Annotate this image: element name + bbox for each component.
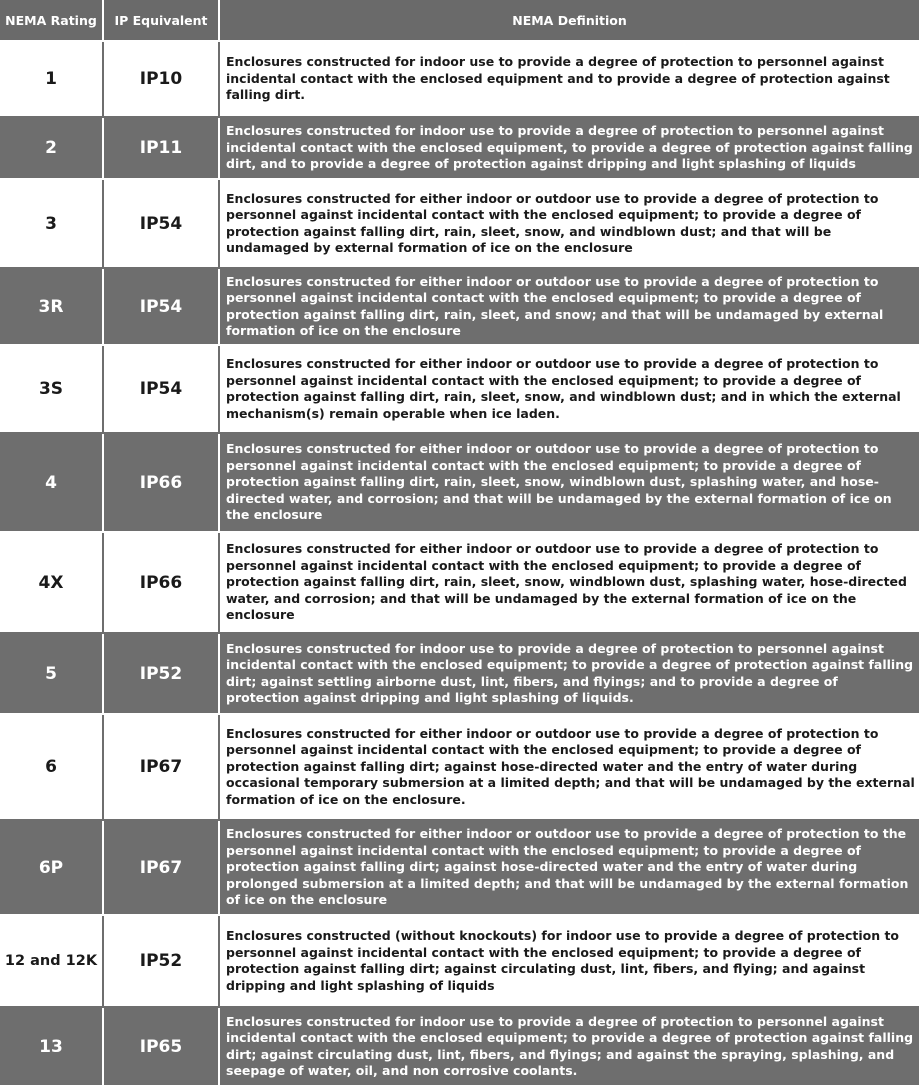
nema-rating-cell: 6 [0, 715, 104, 821]
nema-rating-cell: 1 [0, 42, 104, 118]
table-row [0, 533, 919, 634]
table-row [0, 715, 919, 821]
header-ip-equivalent: IP Equivalent [104, 0, 220, 42]
ip-equivalent-cell: IP52 [104, 916, 220, 1008]
ip-equivalent-cell: IP52 [104, 634, 220, 715]
definition-cell: Enclosures constructed for indoor use to provide a degree of protection to personnel against incidental contact with the enclosed equipment; to provide a degree of protection against falling dirt; against circulating dust, lint, fibers, and flyings; and against the spraying, splashing, and seepage of water, oil, and non corrosive coolants. [220, 1008, 919, 1087]
definition-cell: Enclosures constructed for either indoor or outdoor use to provide a degree of protection to personnel against incidental contact with the enclosed equipment; to provide a degree of protection against falling dirt, rain, sleet, snow, and windblown dust; and in which the external mechanism(s) remain operable when ice laden. [220, 346, 919, 434]
table-row [0, 821, 919, 916]
table-row [0, 269, 919, 346]
table-row [0, 180, 919, 269]
definition-cell: Enclosures constructed (without knockouts) for indoor use to provide a degree of protection to personnel against incidental contact with the enclosed equipment; to provide a degree of protection against falling dirt; against circulating dust, lint, fibers, and flying; and against dripping and light splashing of liquids [220, 916, 919, 1008]
table-row [0, 634, 919, 715]
ip-equivalent-cell: IP11 [104, 118, 220, 180]
ip-equivalent-cell: IP10 [104, 42, 220, 118]
ip-equivalent-cell: IP54 [104, 269, 220, 346]
definition-cell: Enclosures constructed for either indoor or outdoor use to provide a degree of protection to personnel against incidental contact with the enclosed equipment; to provide a degree of protection against falling dirt, rain, sleet, snow, and windblown dust; and that will be undamaged by external formation of ice on the enclosure [220, 180, 919, 269]
header-nema-definition: NEMA Definition [220, 0, 919, 42]
nema-rating-cell: 13 [0, 1008, 104, 1087]
ip-equivalent-cell: IP65 [104, 1008, 220, 1087]
ip-equivalent-cell: IP54 [104, 346, 220, 434]
table-row [0, 434, 919, 533]
nema-rating-cell: 6P [0, 821, 104, 916]
ip-equivalent-cell: IP67 [104, 715, 220, 821]
ip-equivalent-cell: IP67 [104, 821, 220, 916]
nema-rating-cell: 4 [0, 434, 104, 533]
definition-cell: Enclosures constructed for indoor use to provide a degree of protection to personnel against incidental contact with the enclosed equipment; to provide a degree of protection against falling dirt; against settling airborne dust, lint, fibers, and flyings; and to provide a degree of protection against dripping and light splashing of liquids. [220, 634, 919, 715]
definition-cell: Enclosures constructed for either indoor or outdoor use to provide a degree of protection to personnel against incidental contact with the enclosed equipment; to provide a degree of protection against falling dirt, rain, sleet, snow, windblown dust, splashing water, hose-directed water, and corrosion; and that will be undamaged by the external formation of ice on the enclosure [220, 533, 919, 634]
table-row [0, 346, 919, 434]
table-row [0, 1008, 919, 1087]
table-row [0, 118, 919, 180]
nema-rating-cell: 2 [0, 118, 104, 180]
table-row [0, 916, 919, 1008]
definition-cell: Enclosures constructed for indoor use to provide a degree of protection to personnel against incidental contact with the enclosed equipment and to provide a degree of protection against falling dirt. [220, 42, 919, 118]
ip-equivalent-cell: IP66 [104, 533, 220, 634]
nema-rating-cell: 4X [0, 533, 104, 634]
definition-cell: Enclosures constructed for either indoor or outdoor use to provide a degree of protection to personnel against incidental contact with the enclosed equipment; to provide a degree of protection against falling dirt, rain, sleet, and snow; and that will be undamaged by external formation of ice on the enclosure [220, 269, 919, 346]
ip-equivalent-cell: IP66 [104, 434, 220, 533]
definition-cell: Enclosures constructed for either indoor or outdoor use to provide a degree of protection to personnel against incidental contact with the enclosed equipment; to provide a degree of protection against falling dirt, rain, sleet, snow, windblown dust, splashing water, and hose-directed water, and corrosion; and that will be undamaged by the external formation of ice on the enclosure [220, 434, 919, 533]
nema-rating-cell: 3 [0, 180, 104, 269]
table-row [0, 42, 919, 118]
nema-rating-cell: 5 [0, 634, 104, 715]
nema-rating-cell: 12 and 12K [0, 916, 104, 1008]
definition-cell: Enclosures constructed for indoor use to provide a degree of protection to personnel against incidental contact with the enclosed equipment, to provide a degree of protection against falling dirt, and to provide a degree of protection against dripping and light splashing of liquids [220, 118, 919, 180]
ip-equivalent-cell: IP54 [104, 180, 220, 269]
nema-rating-cell: 3R [0, 269, 104, 346]
header-nema-rating: NEMA Rating [0, 0, 104, 42]
definition-cell: Enclosures constructed for either indoor or outdoor use to provide a degree of protection to the personnel against incidental contact with the enclosed equipment; to provide a degree of protection against falling dirt; against hose-directed water and the entry of water during prolonged submersion at a limited depth; and that will be undamaged by the external formation of ice on the enclosure [220, 821, 919, 916]
nema-rating-cell: 3S [0, 346, 104, 434]
definition-cell: Enclosures constructed for either indoor or outdoor use to provide a degree of protection to personnel against incidental contact with the enclosed equipment; to provide a degree of protection against falling dirt; against hose-directed water and the entry of water during occasional temporary submersion at a limited depth; and that will be undamaged by the external formation of ice on the enclosure. [220, 715, 919, 821]
table-header-row [0, 0, 919, 42]
